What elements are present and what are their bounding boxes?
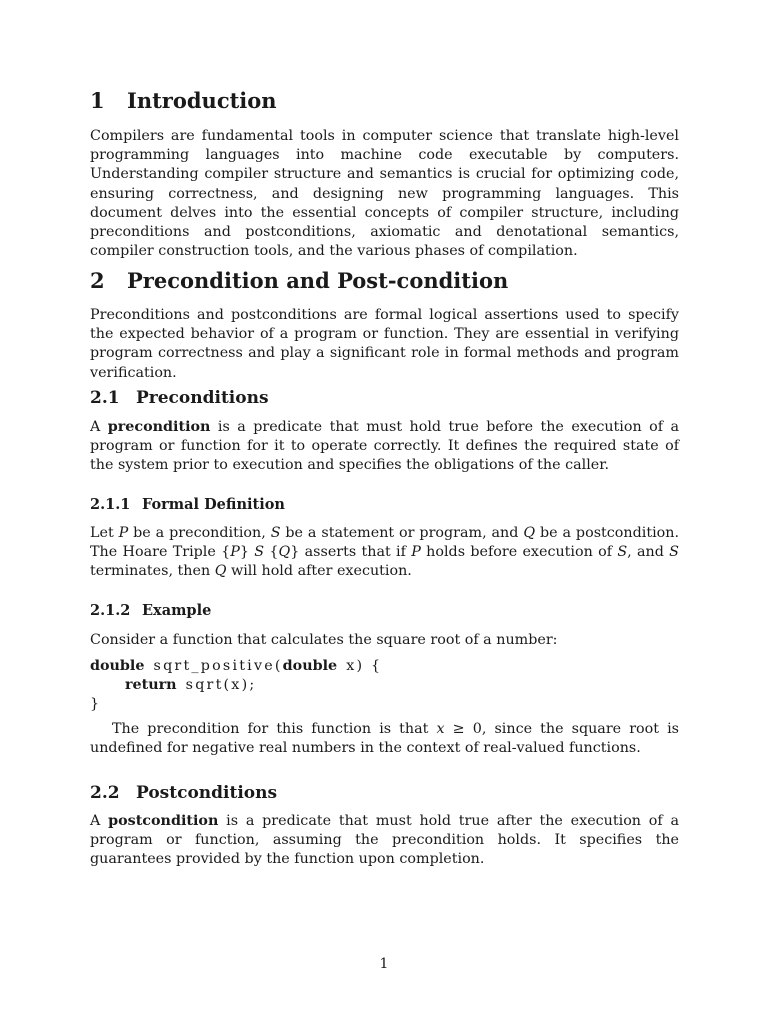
subsection-2-1-body [90,418,679,476]
code-line-2 [90,676,679,695]
section-1-heading [90,88,679,114]
code-keyword: return [125,677,177,694]
subsection-number: 2.2 [90,783,120,803]
section-number: 2 [90,268,105,293]
subsubsection-number: 2.1.2 [90,602,131,619]
section-title: Precondition and Post-condition [127,268,509,293]
code-identifier: sqrt_positive( [153,658,283,674]
code-line-3: } [90,696,100,713]
subsection-2-1-heading [90,387,269,409]
body-text: is a predicate that must hold true after the execution of a program or function, assuming the precondition holds. It specifies the guarantees provided by the function upon completion. [90,813,680,868]
example-explanation: The precondition for this function is that x ≥ 0, since the square root is undefined for negative real numbers in the context of real-valued functions. [90,721,680,757]
code-text: sqrt(x); [185,677,257,694]
subsubsection-title: Formal Definition [142,496,285,513]
body-text: is a predicate that must hold true before the execution of a program or function for it to operate correctly. It defines the required state of the system prior to execution and specifies the obligations of the caller. [90,419,679,474]
subsection-title: Postconditions [136,783,278,803]
example-intro: Consider a function that calculates the square root of a number: [90,632,558,648]
subsubsection-2-1-1-heading [90,495,285,515]
section-1-body: Compilers are fundamental tools in computer science that translate high-level programming languages into machine code executable by computers. Understanding compiler structure and semantics is crucial for optimizing code, ensuring correctness, and designing new programming languages. This document delves into the essential concepts of compiler structure, including preconditions and postconditions, axiomatic and denotational semantics, compiler construction tools, and the various phases of compilation. [90,128,679,260]
subsection-2-2-heading [90,782,277,804]
body-prefix: A [90,419,108,435]
page-number: 1 [379,956,389,972]
subsubsection-title: Example [142,602,212,619]
code-keyword: double [282,658,338,674]
subsubsection-2-1-1-body: Let P be a precondition, S be a statement or program, and Q be a postcondition. The Hoare Triple {P} S {Q} asserts that if P holds before execution of S, and S terminates, then Q will hold after execution. [90,525,679,580]
subsection-number: 2.1 [90,388,120,408]
subsection-2-2-body [90,812,679,870]
section-2-body: Preconditions and postconditions are formal logical assertions used to specify the expected behavior of a program or function. They are essential in verifying program correctness and play a significant role in formal methods and program verification. [90,307,679,381]
subsubsection-2-1-2-heading [90,601,211,621]
subsubsection-number: 2.1.1 [90,496,131,513]
code-listing [90,657,679,715]
defined-term: postcondition [108,813,219,829]
body-prefix: A [90,813,109,829]
section-number: 1 [90,88,105,113]
code-keyword: double [90,658,145,674]
section-title: Introduction [127,88,277,113]
section-2-heading [90,268,679,294]
code-text: x) { [346,658,383,674]
subsection-title: Preconditions [136,388,269,408]
code-line-1 [90,657,679,676]
defined-term: precondition [107,419,211,435]
